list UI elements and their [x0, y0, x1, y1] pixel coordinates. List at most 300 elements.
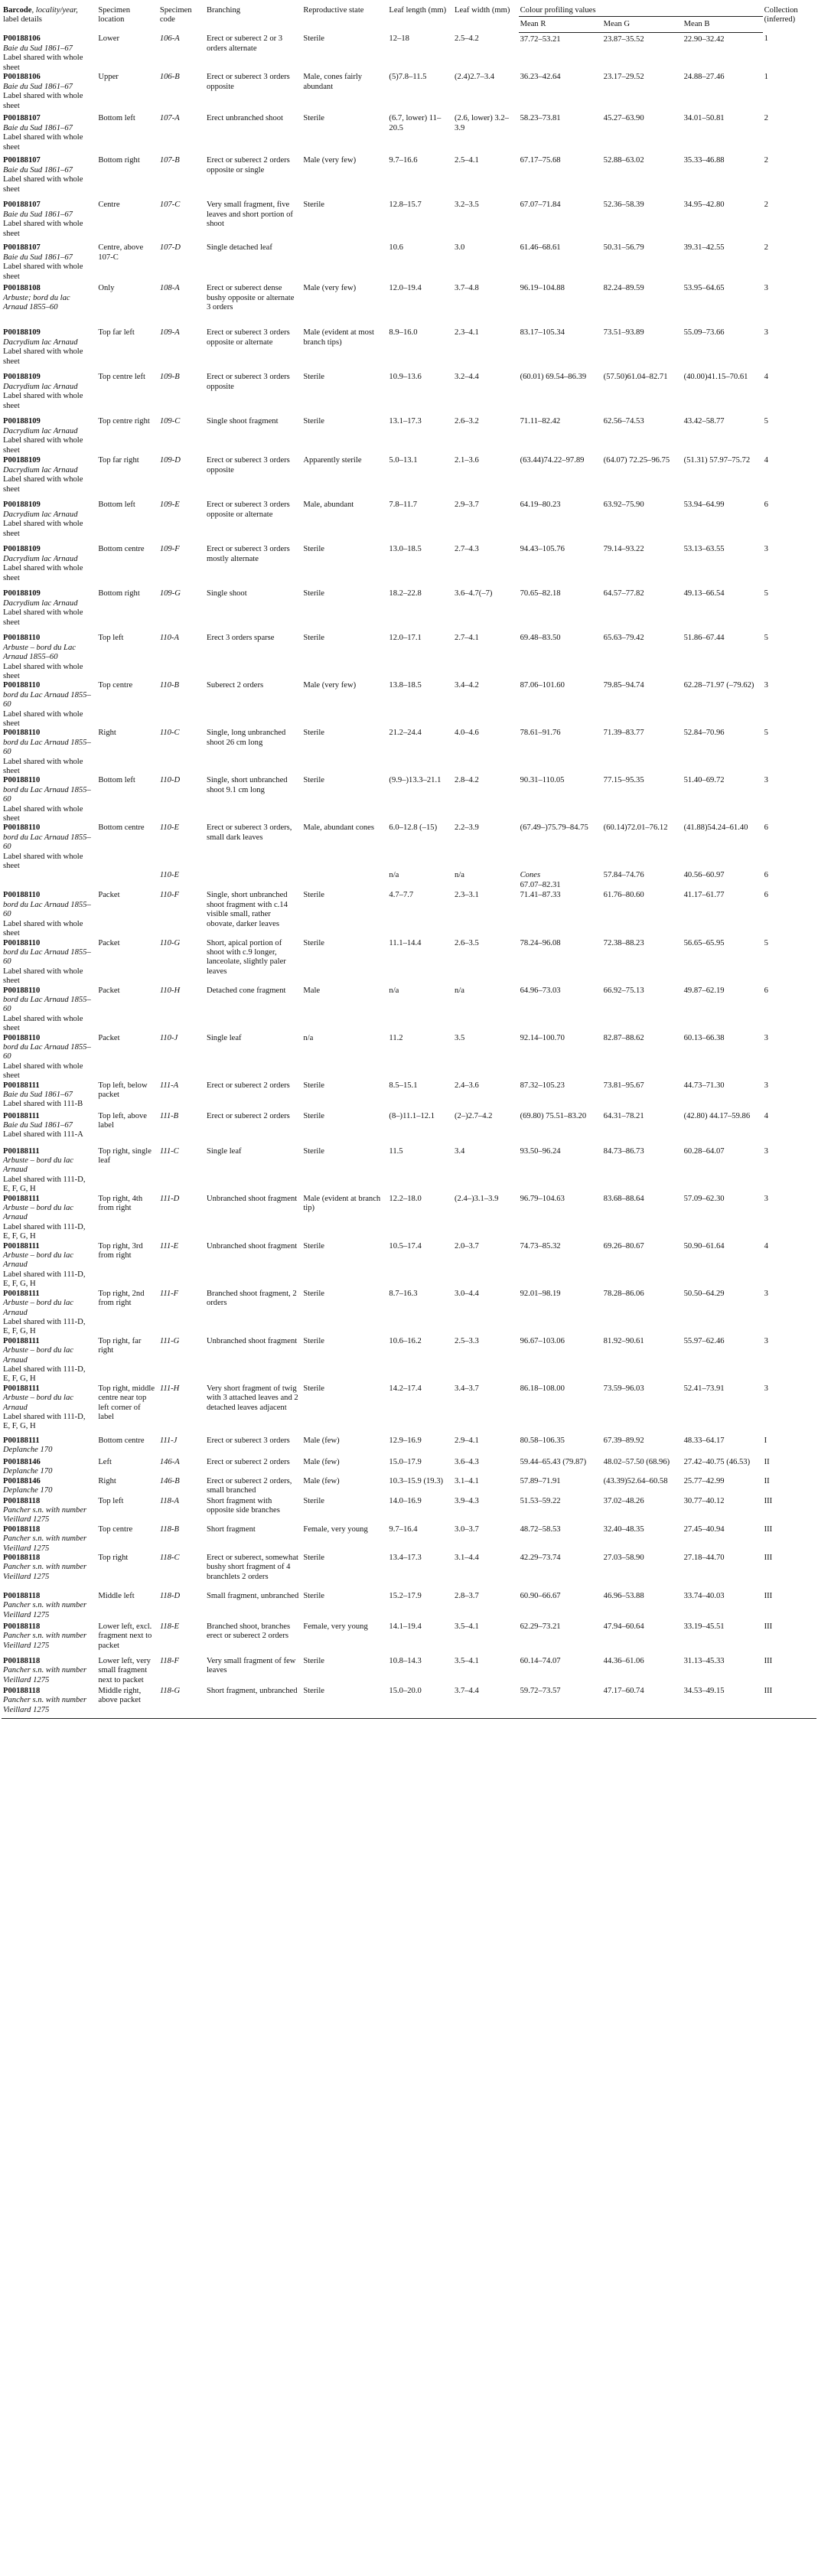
cell-collection: 3	[764, 681, 768, 690]
barcode-locality: bord du Lac Arnaud 1855–60	[3, 947, 91, 967]
cell-leaf-length: 12.0–19.4	[389, 284, 422, 293]
cell-leaf-width: n/a	[455, 871, 464, 880]
cell-barcode	[2, 417, 96, 456]
cell-barcode	[2, 1592, 96, 1622]
cell-leaf-length: n/a	[389, 871, 399, 880]
barcode-label-details: Label shared with whole sheet	[3, 564, 83, 582]
cell-branching: Single detached leaf	[206, 243, 272, 253]
cell-specimen-code: 118-C	[159, 1554, 180, 1562]
cell-reproductive-state: Sterile	[303, 1554, 324, 1562]
barcode-locality: Baie du Sud 1861–67	[3, 123, 73, 132]
cell-mean-r: 93.50–96.24	[520, 1146, 561, 1156]
barcode-locality: Arbuste; bord du lac Arnaud 1855–60	[3, 293, 70, 312]
cell-specimen-location: Upper	[98, 73, 119, 82]
cell-leaf-length: 13.0–18.5	[389, 545, 422, 554]
cell-mean-b: 53.94–64.99	[683, 501, 725, 510]
barcode-locality: Baie du Sud 1861–67	[3, 165, 73, 174]
cell-specimen-code: 111-F	[159, 1289, 179, 1298]
barcode-id: P00188109	[3, 545, 41, 554]
cell-leaf-width: 3.2–3.5	[455, 201, 479, 210]
cell-mean-g: 57.84–74.76	[603, 871, 644, 880]
cell-reproductive-state: n/a	[303, 1033, 314, 1042]
cell-barcode	[2, 328, 96, 373]
cell-specimen-location: Only	[98, 284, 115, 293]
cell-reproductive-state: Sterile	[303, 1496, 324, 1505]
cell-reproductive-state	[301, 871, 387, 891]
cell-specimen-location: Centre, above 107-C	[98, 243, 144, 262]
cell-barcode	[2, 871, 96, 891]
cell-branching: Single leaf	[206, 1146, 242, 1156]
cell-specimen-location: Top far right	[98, 456, 139, 465]
cell-specimen-location: Top left	[98, 1496, 124, 1505]
barcode-label-details: Label shared with whole sheet	[3, 133, 83, 152]
cell-branching: Erect or suberect 2 orders, small branched	[206, 1476, 292, 1495]
cell-specimen-code: 118-G	[158, 1687, 205, 1719]
cell-leaf-width: 2.7–4.3	[455, 545, 479, 554]
cell-barcode	[2, 589, 96, 634]
cell-specimen-location: Top right, 2nd from right	[98, 1289, 145, 1308]
barcode-locality: Dacrydium lac Arnaud	[3, 510, 78, 519]
cell-barcode	[2, 1337, 96, 1384]
cell-branching: Short fragment with opposite side branches	[206, 1496, 280, 1515]
cell-specimen-code: 118-A	[159, 1496, 179, 1505]
cell-specimen-location: Top right, far right	[98, 1336, 142, 1355]
cell-leaf-length: 8.9–16.0	[389, 328, 418, 337]
cell-mean-r: 90.31–110.05	[520, 776, 565, 785]
cell-collection: 2	[764, 114, 768, 123]
barcode-locality: bord du Lac Arnaud 1855–60	[3, 690, 91, 709]
cell-reproductive-state: Sterile	[303, 373, 324, 382]
cell-mean-r: (69.80) 75.51–83.20	[520, 1111, 587, 1120]
cell-leaf-width: n/a	[455, 986, 464, 995]
cell-collection: 3	[764, 1336, 768, 1345]
barcode-id: P00188109	[3, 328, 41, 337]
barcode-locality: Dacrydium lac Arnaud	[3, 337, 78, 347]
cell-reproductive-state: Sterile	[303, 1241, 324, 1251]
cell-mean-b: 50.90–61.64	[683, 1241, 725, 1251]
cell-mean-b: 62.28–71.97 (–79.62)	[683, 681, 754, 690]
cell-branching	[205, 871, 301, 891]
cell-barcode	[2, 501, 96, 545]
cell-specimen-location: Packet	[98, 986, 120, 995]
cell-branching: Very small fragment, five leaves and short portion of shoot	[206, 201, 293, 229]
cell-branching: Single, long unbranched shoot 26 cm long	[206, 729, 286, 747]
cell-barcode	[2, 1687, 96, 1719]
cell-mean-b: 53.13–63.55	[683, 545, 725, 554]
cell-specimen-code: 109-B	[159, 373, 180, 382]
cell-specimen-location: Top right, 4th from right	[98, 1194, 143, 1213]
cell-branching: Erect or suberect 2 or 3 orders alternate	[206, 34, 283, 53]
specimen-table	[2, 5, 816, 1719]
cell-mean-g: 82.87–88.62	[603, 1033, 644, 1042]
cell-leaf-length: 10.8–14.3	[389, 1657, 422, 1665]
cell-specimen-code: 111-C	[159, 1146, 179, 1156]
cell-reproductive-state: Male (very few)	[303, 156, 357, 165]
cell-barcode	[2, 634, 96, 681]
cell-barcode	[2, 32, 96, 73]
table-row	[2, 284, 816, 328]
table-row	[2, 1384, 816, 1436]
barcode-label-details: Label shared with 111-D, E, F, G, H	[3, 1317, 86, 1336]
cell-reproductive-state: Female, very young	[303, 1622, 368, 1631]
cell-branching: Erect or suberect, somewhat bushy short fragment of 4 branchlets 2 orders	[206, 1554, 298, 1581]
cell-leaf-width: 3.5–4.1	[455, 1657, 479, 1665]
cell-leaf-width: 2.0–3.7	[455, 1241, 479, 1251]
cell-branching: Single leaf	[206, 1033, 242, 1042]
cell-leaf-width: 3.0–4.4	[455, 1289, 479, 1298]
cell-collection: 3	[764, 776, 768, 785]
cell-branching: Erect or suberect 3 orders opposite	[206, 73, 290, 91]
cell-mean-g: 23.87–35.52	[603, 34, 644, 44]
cell-mean-g: 50.31–56.79	[603, 243, 644, 253]
barcode-label-details: Label shared with whole sheet	[3, 392, 83, 410]
cell-barcode	[2, 891, 96, 938]
cell-reproductive-state: Female, very young	[303, 1524, 368, 1534]
table-row	[2, 32, 816, 73]
barcode-locality: Dacrydium lac Arnaud	[3, 426, 78, 435]
barcode-locality: bord du Lac Arnaud 1855–60	[3, 995, 91, 1014]
header-colour-profiling: Colour profiling values	[519, 5, 763, 17]
table-row	[2, 681, 816, 729]
cell-branching: Erect 3 orders sparse	[206, 634, 275, 643]
cell-specimen-location: Top centre right	[98, 417, 150, 426]
table-row	[2, 1081, 816, 1112]
cell-mean-g: 77.15–95.35	[603, 776, 644, 785]
cell-specimen-code: 110-E	[159, 823, 179, 833]
cell-barcode	[2, 201, 96, 243]
cell-leaf-length: 13.4–17.3	[389, 1554, 422, 1562]
cell-reproductive-state: Sterile	[303, 1384, 324, 1393]
cell-mean-b: 43.42–58.77	[683, 417, 725, 426]
cell-leaf-length: (5)7.8–11.5	[389, 73, 427, 82]
cell-leaf-width: 2.8–4.2	[455, 776, 479, 785]
barcode-label-details: Label shared with whole sheet	[3, 54, 83, 72]
cell-mean-r: 70.65–82.18	[520, 589, 561, 598]
cell-leaf-width: 2.9–3.7	[455, 501, 479, 510]
cell-barcode	[2, 1554, 96, 1592]
cell-leaf-length: 10.3–15.9 (19.3)	[389, 1476, 444, 1485]
cell-mean-r: 96.79–104.63	[520, 1194, 565, 1203]
cell-mean-g: (43.39)52.64–60.58	[603, 1476, 668, 1485]
cell-specimen-code: 110-C	[159, 729, 180, 738]
cell-leaf-length: 13.1–17.3	[389, 417, 422, 426]
cell-leaf-length: 21.2–24.4	[389, 729, 422, 738]
table-row	[2, 1687, 816, 1719]
cell-leaf-width: 3.4–3.7	[455, 1384, 479, 1393]
cell-specimen-code: 110-B	[159, 681, 179, 690]
barcode-label-details: Label shared with 111-D, E, F, G, H	[3, 1365, 86, 1384]
cell-reproductive-state: Sterile	[303, 1081, 324, 1090]
barcode-locality: Pancher s.n. with number Vieillard 1275	[3, 1696, 87, 1714]
cell-leaf-length: 11.2	[389, 1033, 403, 1042]
cell-reproductive-state: Male (few)	[303, 1476, 340, 1485]
cell-mean-g: 45.27–63.90	[603, 114, 644, 123]
cell-reproductive-state: Sterile	[303, 776, 324, 785]
cell-reproductive-state: Male, cones fairly abundant	[303, 73, 363, 91]
cell-leaf-length: 10.6–16.2	[389, 1336, 422, 1345]
barcode-id: P00188146	[3, 1476, 41, 1485]
cell-leaf-width: 3.4	[455, 1146, 465, 1156]
cell-leaf-width: (2–)2.7–4.2	[455, 1111, 493, 1120]
cell-collection: III	[763, 1687, 816, 1719]
barcode-label-details: Label shared with whole sheet	[3, 436, 83, 455]
cell-specimen-location: Top far left	[98, 328, 135, 337]
cell-specimen-location: Top right, single leaf	[98, 1146, 152, 1165]
table-row	[2, 986, 816, 1034]
cell-specimen-location: Top right	[98, 1554, 129, 1562]
cell-specimen-location: Top centre	[98, 681, 133, 690]
cell-specimen-location: Packet	[98, 891, 120, 900]
table-row	[2, 871, 816, 891]
cell-leaf-width: 2.4–3.6	[455, 1081, 479, 1090]
cell-mean-g: (57.50)61.04–82.71	[603, 373, 668, 382]
barcode-locality: Arbuste – bord du Lac Arnaud 1855–60	[3, 643, 76, 662]
barcode-id: P00188118	[3, 1592, 41, 1600]
cell-branching: Erect or suberect 2 orders	[206, 1457, 290, 1466]
cell-leaf-length: 9.7–16.4	[389, 1524, 418, 1534]
cell-mean-b: 27.18–44.70	[683, 1554, 725, 1562]
barcode-locality: Baie du Sud 1861–67	[3, 1121, 73, 1130]
cell-mean-r: 42.29–73.74	[520, 1554, 561, 1562]
cell-leaf-width: (2.6, lower) 3.2–3.9	[455, 114, 509, 132]
cell-leaf-width: 2.7–4.1	[455, 634, 479, 643]
cell-mean-r: (67.49–)75.79–84.75	[520, 823, 588, 833]
table-row	[2, 1242, 816, 1290]
cell-mean-r: (60.01) 69.54–86.39	[520, 373, 587, 382]
cell-mean-g: 79.85–94.74	[603, 681, 644, 690]
barcode-id: P00188118	[3, 1687, 41, 1695]
cell-specimen-location: Right	[98, 1476, 116, 1485]
cell-leaf-length: 8.5–15.1	[389, 1081, 418, 1090]
cell-leaf-length: 14.0–16.9	[389, 1496, 422, 1505]
barcode-id: P00188111	[3, 1081, 40, 1090]
cell-branching: Branched shoot, branches erect or suberect 2 orders	[206, 1622, 291, 1641]
cell-specimen-location: Bottom centre	[98, 823, 145, 833]
cell-specimen-code: 111-A	[159, 1081, 179, 1090]
cell-specimen-location: Packet	[98, 938, 120, 947]
table-body	[2, 32, 816, 1718]
cell-mean-r: 48.72–58.53	[520, 1524, 561, 1534]
barcode-locality: bord du Lac Arnaud 1855–60	[3, 833, 91, 852]
mean-r-value: 67.07–82.31	[520, 880, 561, 889]
barcode-label-details: Label shared with whole sheet	[3, 262, 83, 281]
cell-mean-g: 48.02–57.50 (68.96)	[603, 1457, 670, 1466]
cell-leaf-width: 3.5	[455, 1033, 465, 1042]
cell-branching: Single, short unbranched shoot fragment with c.14 visible small, rather obovate, darker leaves	[206, 891, 288, 928]
cell-leaf-length: 12.2–18.0	[389, 1194, 422, 1203]
header-specimen-code: Specimen code	[159, 6, 192, 24]
barcode-locality: Dacrydium lac Arnaud	[3, 465, 78, 474]
cell-reproductive-state: Sterile	[303, 891, 324, 900]
cell-leaf-width: 2.2–3.9	[455, 823, 479, 833]
cell-specimen-code: 110-J	[159, 1033, 178, 1042]
cell-specimen-location: Middle right, above packet	[96, 1687, 158, 1719]
cell-branching: Very short fragment of twig with 3 attached leaves and 2 detached leaves adjacent	[206, 1384, 298, 1412]
cell-specimen-code: 110-D	[159, 776, 181, 785]
cell-leaf-length: 12–18	[389, 34, 409, 44]
cell-branching: Erect or suberect 3 orders, small dark leaves	[206, 823, 292, 842]
cell-barcode	[2, 823, 96, 871]
table-row	[2, 1337, 816, 1384]
cell-mean-g: 63.92–75.90	[603, 501, 644, 510]
barcode-label-details: Label shared with whole sheet	[3, 852, 83, 871]
barcode-locality: Baie du Sud 1861–67	[3, 82, 73, 91]
cell-mean-b: 48.33–64.17	[683, 1436, 725, 1445]
barcode-label-details: Label shared with whole sheet	[3, 804, 83, 823]
cell-mean-b: 57.09–62.30	[683, 1194, 725, 1203]
barcode-locality: bord du Lac Arnaud 1855–60	[3, 785, 91, 804]
table-row	[2, 1034, 816, 1081]
barcode-id: P00188109	[3, 417, 41, 426]
table-row	[2, 1477, 816, 1497]
cell-specimen-location: Bottom right	[98, 156, 140, 165]
barcode-id: P00188107	[3, 243, 41, 253]
cell-mean-g: 64.57–77.82	[603, 589, 644, 598]
cell-reproductive-state: Male (evident at branch tip)	[303, 1194, 381, 1213]
cell-reproductive-state: Sterile	[303, 1289, 324, 1298]
cell-leaf-length: 15.2–17.9	[389, 1592, 422, 1600]
cell-specimen-location: Bottom right	[98, 589, 140, 598]
cell-mean-g: 46.96–53.88	[603, 1592, 644, 1600]
cell-mean-g: 52.36–58.39	[603, 201, 644, 210]
cell-mean-r: 37.72–53.21	[520, 34, 561, 44]
cell-branching: Single shoot	[206, 589, 247, 598]
barcode-locality: Deplanche 170	[3, 1446, 53, 1455]
cell-leaf-length: (9.9–)13.3–21.1	[389, 776, 442, 785]
cell-mean-g: 62.56–74.53	[603, 417, 644, 426]
table-row	[2, 1657, 816, 1687]
cell-collection: III	[764, 1657, 773, 1665]
table-row	[2, 1195, 816, 1242]
cell-mean-r: 57.89–71.91	[520, 1476, 561, 1485]
cell-mean-g: 73.59–96.03	[603, 1384, 644, 1393]
table-row	[2, 891, 816, 938]
cell-specimen-location: Lower	[98, 34, 119, 44]
cell-leaf-length: 11.1–14.4	[389, 938, 422, 947]
cell-branching: Erect or suberect dense bushy opposite or alternate 3 orders	[206, 284, 295, 312]
cell-specimen-code: 109-D	[159, 456, 181, 465]
cell-branching: Short, apical portion of shoot with c.9 longer, lanceolate, slightly paler leaves	[206, 938, 286, 976]
barcode-label-details: Label shared with whole sheet	[3, 757, 83, 775]
cell-collection: 5	[764, 634, 768, 643]
cell-mean-b: 30.77–40.12	[683, 1496, 725, 1505]
cell-specimen-location: Middle left	[98, 1592, 135, 1600]
cell-specimen-location: Right	[98, 729, 116, 738]
cell-barcode	[2, 776, 96, 823]
cell-specimen-code: 146-A	[159, 1457, 180, 1466]
table-row	[2, 1525, 816, 1554]
table-row	[2, 1112, 816, 1147]
cell-mean-b: (40.00)41.15–70.61	[683, 373, 748, 382]
cell-mean-r	[519, 871, 602, 891]
cell-specimen-location	[96, 871, 158, 891]
cell-reproductive-state: Male, abundant	[303, 501, 354, 510]
barcode-id: P00188111	[3, 1111, 40, 1120]
table-row	[2, 776, 816, 823]
barcode-label-details: Label shared with whole sheet	[3, 608, 83, 627]
header-mean-r: Mean R	[519, 17, 602, 32]
cell-mean-b: 60.13–66.38	[683, 1033, 725, 1042]
barcode-id: P00188110	[3, 938, 41, 947]
cell-mean-r: 64.19–80.23	[520, 501, 561, 510]
cell-reproductive-state: Sterile	[303, 1336, 324, 1345]
cell-specimen-location: Top left, above label	[98, 1111, 148, 1130]
table-row	[2, 1622, 816, 1657]
cell-reproductive-state: Sterile	[303, 1111, 324, 1120]
table-row	[2, 634, 816, 681]
cell-mean-r: 78.24–96.08	[520, 938, 561, 947]
cell-leaf-length: 11.5	[389, 1146, 403, 1156]
barcode-id: P00188111	[3, 1146, 40, 1156]
cell-barcode	[2, 1477, 96, 1497]
cell-barcode	[2, 373, 96, 417]
barcode-label-details: Label shared with whole sheet	[3, 709, 83, 728]
cell-mean-g: 73.81–95.67	[603, 1081, 644, 1090]
barcode-label-details: Label shared with 111-B	[3, 1100, 83, 1109]
cell-mean-b: 34.01–50.81	[683, 114, 725, 123]
cell-mean-g: 61.76–80.60	[603, 891, 644, 900]
cell-reproductive-state: Male (very few)	[303, 284, 357, 293]
barcode-id: P00188110	[3, 986, 41, 995]
cell-leaf-width: 3.1–4.4	[455, 1554, 479, 1562]
cell-mean-b: 27.42–40.75 (46.53)	[683, 1457, 751, 1466]
cell-reproductive-state: Sterile	[301, 1687, 387, 1719]
cell-mean-r: 96.67–103.06	[520, 1336, 565, 1345]
barcode-id: P00188118	[3, 1554, 41, 1562]
cell-collection: II	[764, 1457, 770, 1466]
barcode-id: P00188109	[3, 456, 41, 465]
cell-specimen-code: 110-F	[159, 891, 179, 900]
table-row	[2, 589, 816, 634]
cell-mean-b: 50.50–64.29	[683, 1289, 725, 1298]
table-row	[2, 1592, 816, 1622]
cell-specimen-location: Lower left, excl. fragment next to packet	[98, 1622, 152, 1650]
cell-leaf-width: 2.6–3.5	[455, 938, 479, 947]
cell-specimen-code: 118-D	[159, 1592, 181, 1600]
barcode-locality: Pancher s.n. with number Vieillard 1275	[3, 1601, 87, 1619]
cell-leaf-width: 2.5–4.2	[455, 34, 479, 44]
cell-leaf-length: 5.0–13.1	[389, 456, 418, 465]
cell-mean-g: 27.03–58.90	[603, 1554, 644, 1562]
barcode-locality: Deplanche 170	[3, 1485, 53, 1495]
barcode-locality: Baie du Sud 1861–67	[3, 210, 73, 219]
barcode-label-details: Label shared with whole sheet	[3, 662, 83, 680]
cell-leaf-length: 12.0–17.1	[389, 634, 422, 643]
cell-mean-r: 71.11–82.42	[520, 417, 561, 426]
cell-branching: Erect or suberect 2 orders	[206, 1111, 290, 1120]
cell-leaf-width: 2.3–3.1	[455, 891, 479, 900]
cell-mean-b: 55.09–73.66	[683, 328, 725, 337]
barcode-label-details: Label shared with 111-D, E, F, G, H	[3, 1175, 86, 1194]
cell-specimen-code: 118-B	[159, 1524, 179, 1534]
cell-mean-b: (42.80) 44.17–59.86	[683, 1111, 751, 1120]
barcode-locality: Arbuste – bord du lac Arnaud	[3, 1346, 74, 1365]
cell-mean-g: 83.68–88.64	[603, 1194, 644, 1203]
barcode-locality: Dacrydium lac Arnaud	[3, 554, 78, 563]
cell-branching: Erect or suberect 2 orders opposite or single	[206, 156, 290, 174]
cell-specimen-code: 109-G	[159, 589, 181, 598]
cell-specimen-location: Bottom centre	[98, 545, 145, 554]
barcode-id: P00188118	[3, 1524, 41, 1534]
table-header	[2, 5, 816, 32]
cell-collection: 3	[764, 1081, 768, 1090]
barcode-locality: Arbuste – bord du lac Arnaud	[3, 1299, 74, 1317]
cell-leaf-width: 3.0	[455, 243, 465, 253]
cell-barcode	[2, 1290, 96, 1337]
cell-collection: 3	[764, 284, 768, 293]
barcode-id: P00188111	[3, 1289, 40, 1298]
barcode-locality: Dacrydium lac Arnaud	[3, 598, 78, 608]
